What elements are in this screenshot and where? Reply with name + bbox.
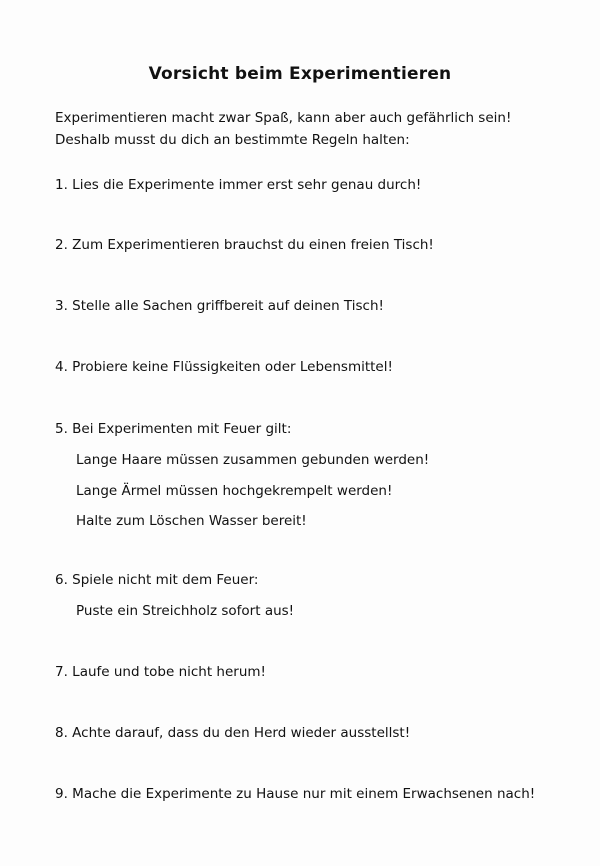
intro-text [55, 107, 511, 151]
rule-item-7: 7. Laufe und tobe nicht herum! [55, 664, 266, 680]
rule-item-4: 4. Probiere keine Flüssigkeiten oder Lebensmittel! [55, 359, 393, 375]
rule-5-subitem: Lange Ärmel müssen hochgekrempelt werden! [76, 483, 393, 499]
rule-6-subitem: Puste ein Streichholz sofort aus! [76, 603, 295, 619]
intro-line: Deshalb musst du dich an bestimmte Regeln halten: [55, 132, 410, 148]
page-title: Vorsicht beim Experimentieren [148, 64, 452, 84]
rule-5-subitem: Halte zum Löschen Wasser bereit! [76, 513, 307, 529]
rule-item-5: 5. Bei Experimenten mit Feuer gilt: [55, 421, 292, 437]
rule-item-2: 2. Zum Experimentieren brauchst du einen freien Tisch! [55, 237, 434, 253]
rule-item-8: 8. Achte darauf, dass du den Herd wieder ausstellst! [55, 725, 411, 741]
rule-item-9: 9. Mache die Experimente zu Hause nur mit einem Erwachsenen nach! [55, 786, 536, 802]
rule-item-3: 3. Stelle alle Sachen griffbereit auf deinen Tisch! [55, 298, 384, 314]
rule-item-1: 1. Lies die Experimente immer erst sehr genau durch! [55, 177, 422, 193]
rule-item-6: 6. Spiele nicht mit dem Feuer: [55, 572, 259, 588]
rule-5-subitem: Lange Haare müssen zusammen gebunden werden! [76, 452, 430, 468]
intro-line: Experimentieren macht zwar Spaß, kann aber auch gefährlich sein! [55, 110, 512, 126]
